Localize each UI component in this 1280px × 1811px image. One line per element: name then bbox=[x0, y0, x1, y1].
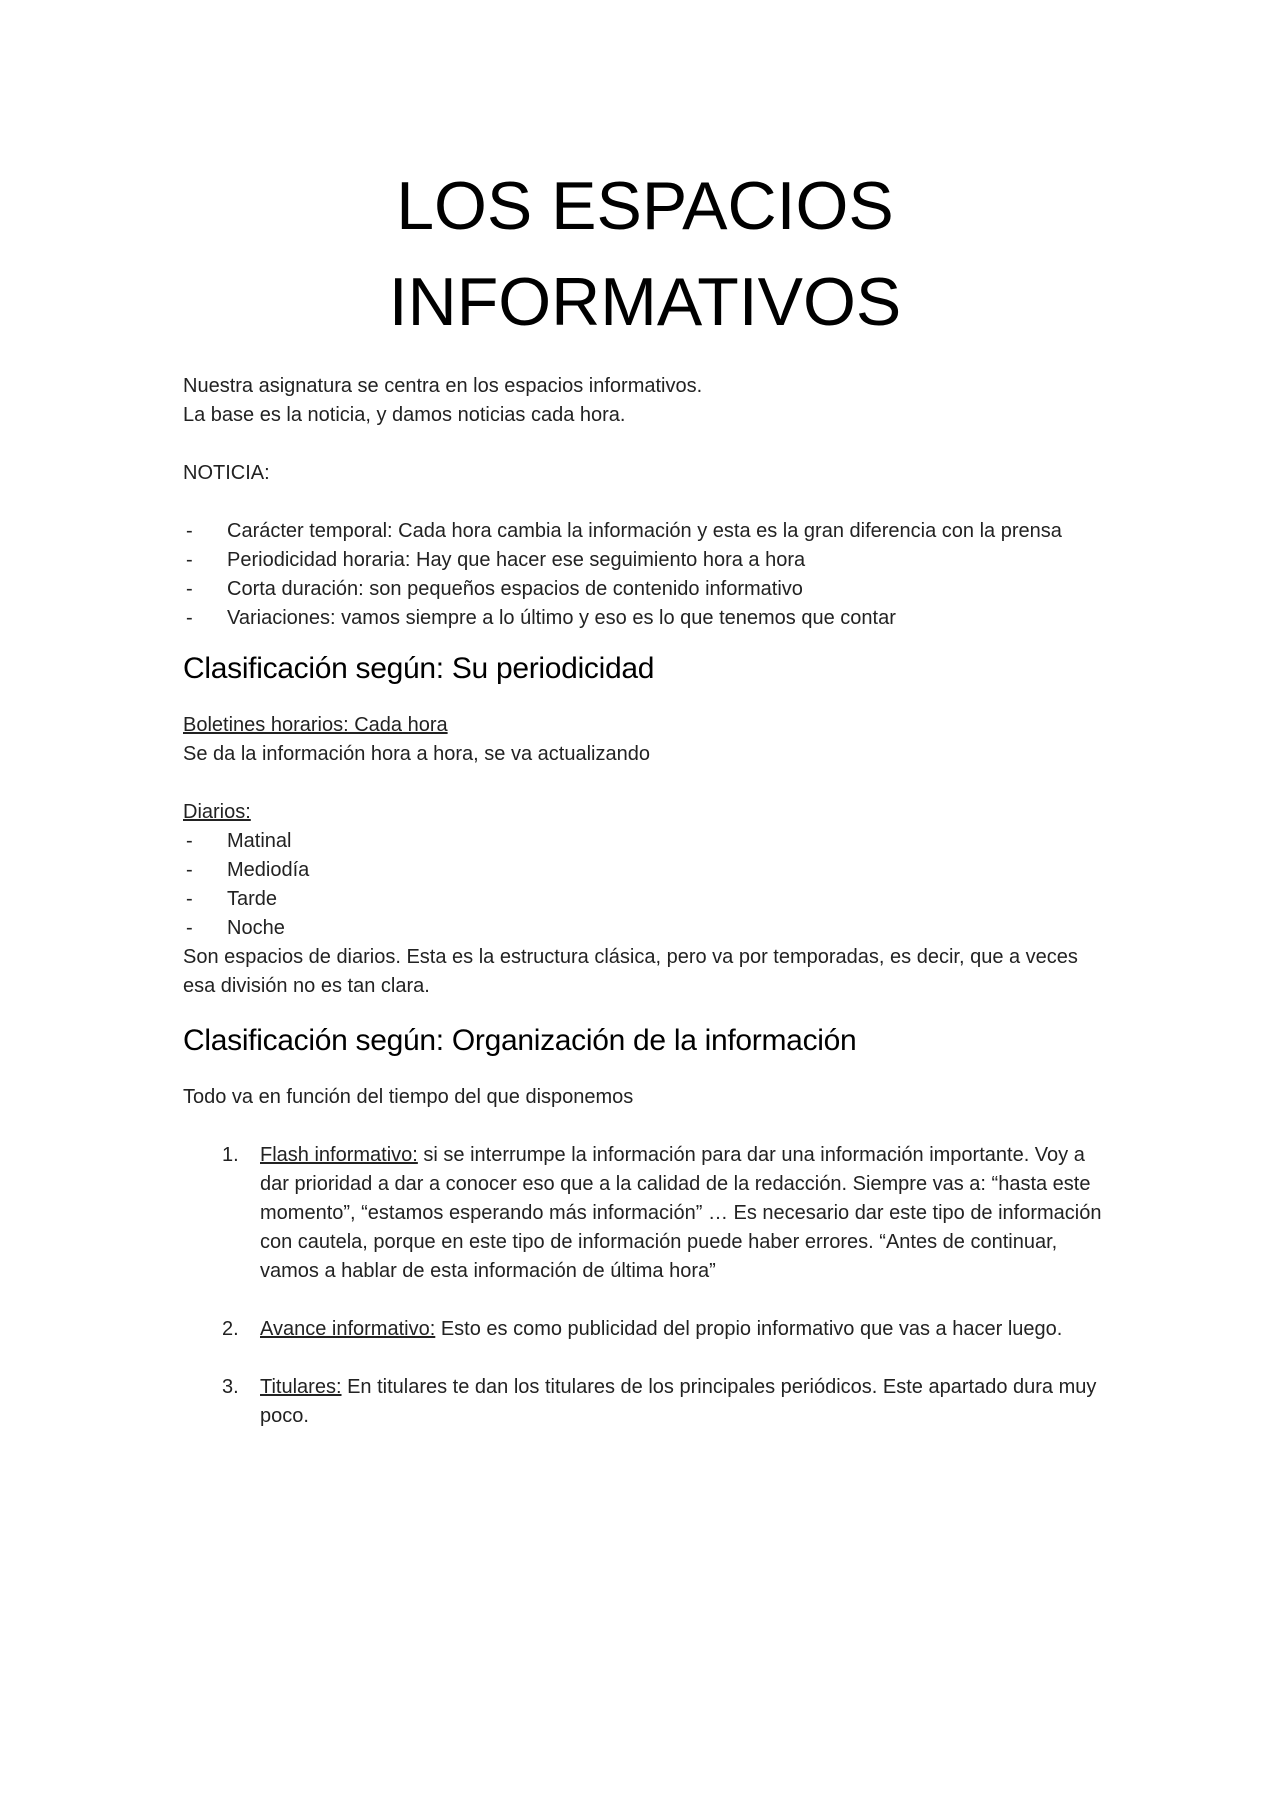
list-item bbox=[183, 604, 1103, 633]
list-item-text: Noche bbox=[227, 917, 285, 939]
dash-bullet: - bbox=[186, 607, 193, 629]
item-label: Flash informativo: bbox=[260, 1144, 418, 1166]
dash-bullet: - bbox=[186, 549, 193, 571]
list-item bbox=[222, 1315, 1103, 1344]
dash-bullet: - bbox=[186, 917, 193, 939]
noticia-label: NOTICIA: bbox=[183, 462, 270, 484]
list-item-text: Carácter temporal: Cada hora cambia la información y esta es la gran diferencia con la prensa bbox=[227, 520, 1062, 542]
list-number: 3. bbox=[222, 1376, 239, 1398]
section-heading-periodicidad: Clasificación según: Su periodicidad bbox=[183, 652, 655, 685]
title-line-1: LOS ESPACIOS bbox=[396, 168, 894, 244]
list-number: 2. bbox=[222, 1318, 239, 1340]
list-item bbox=[183, 885, 1103, 914]
boletines-text: Se da la información hora a hora, se va actualizando bbox=[183, 743, 650, 765]
intro-line-1: Nuestra asignatura se centra en los espacios informativos. bbox=[183, 375, 703, 397]
list-item bbox=[183, 856, 1103, 885]
item-label: Titulares: bbox=[260, 1376, 342, 1398]
diarios-label bbox=[183, 798, 1103, 827]
dash-bullet: - bbox=[186, 520, 193, 542]
list-item bbox=[183, 546, 1103, 575]
list-item bbox=[183, 575, 1103, 604]
item-text: si se interrumpe la información para dar una información importante. Voy a dar prioridad a dar a conocer eso que a la calidad de la redacción. Siempre vas a: “hasta este momento”, “estamos esperando más información” … Es necesario dar este tipo de información con cautela, porque en este tipo de información puede haber errores. “Antes de continuar, vamos a hablar de esta información de última hora” bbox=[260, 1144, 1102, 1282]
dash-bullet: - bbox=[186, 830, 193, 852]
list-item-text: Matinal bbox=[227, 830, 292, 852]
list-item bbox=[222, 1141, 1103, 1286]
diarios-list bbox=[183, 827, 1103, 943]
list-number: 1. bbox=[222, 1144, 239, 1166]
boletines-label bbox=[183, 711, 1103, 740]
boletines-label-text: Boletines horarios: Cada hora bbox=[183, 714, 448, 736]
organizacion-list bbox=[183, 1141, 1103, 1431]
diarios-label-text: Diarios: bbox=[183, 801, 251, 823]
dash-bullet: - bbox=[186, 888, 193, 910]
list-item-text: Tarde bbox=[227, 888, 278, 910]
section2-intro: Todo va en función del tiempo del que disponemos bbox=[183, 1086, 634, 1108]
list-item bbox=[183, 517, 1103, 546]
list-item-text: Variaciones: vamos siempre a lo último y eso es lo que tenemos que contar bbox=[227, 607, 896, 629]
page-title bbox=[0, 158, 1280, 350]
noticia-list bbox=[183, 517, 1103, 633]
list-item-text: Periodicidad horaria: Hay que hacer ese seguimiento hora a hora bbox=[227, 549, 806, 571]
list-item-text: Mediodía bbox=[227, 859, 310, 881]
list-item bbox=[222, 1373, 1103, 1431]
section-heading-organizacion: Clasificación según: Organización de la información bbox=[183, 1024, 857, 1057]
dash-bullet: - bbox=[186, 859, 193, 881]
list-item-text: Corta duración: son pequeños espacios de contenido informativo bbox=[227, 578, 803, 600]
document-body bbox=[183, 372, 1103, 1460]
title-line-2: INFORMATIVOS bbox=[388, 264, 902, 340]
dash-bullet: - bbox=[186, 578, 193, 600]
item-label: Avance informativo: bbox=[260, 1318, 436, 1340]
diarios-text: Son espacios de diarios. Esta es la estructura clásica, pero va por temporadas, es decir, que a veces esa división no es tan clara. bbox=[183, 946, 1078, 997]
list-item bbox=[183, 827, 1103, 856]
item-text: En titulares te dan los titulares de los principales periódicos. Este apartado dura muy poco. bbox=[260, 1376, 1097, 1427]
item-text: Esto es como publicidad del propio informativo que vas a hacer luego. bbox=[435, 1318, 1063, 1340]
list-item bbox=[183, 914, 1103, 943]
intro-line-2: La base es la noticia, y damos noticias cada hora. bbox=[183, 404, 626, 426]
